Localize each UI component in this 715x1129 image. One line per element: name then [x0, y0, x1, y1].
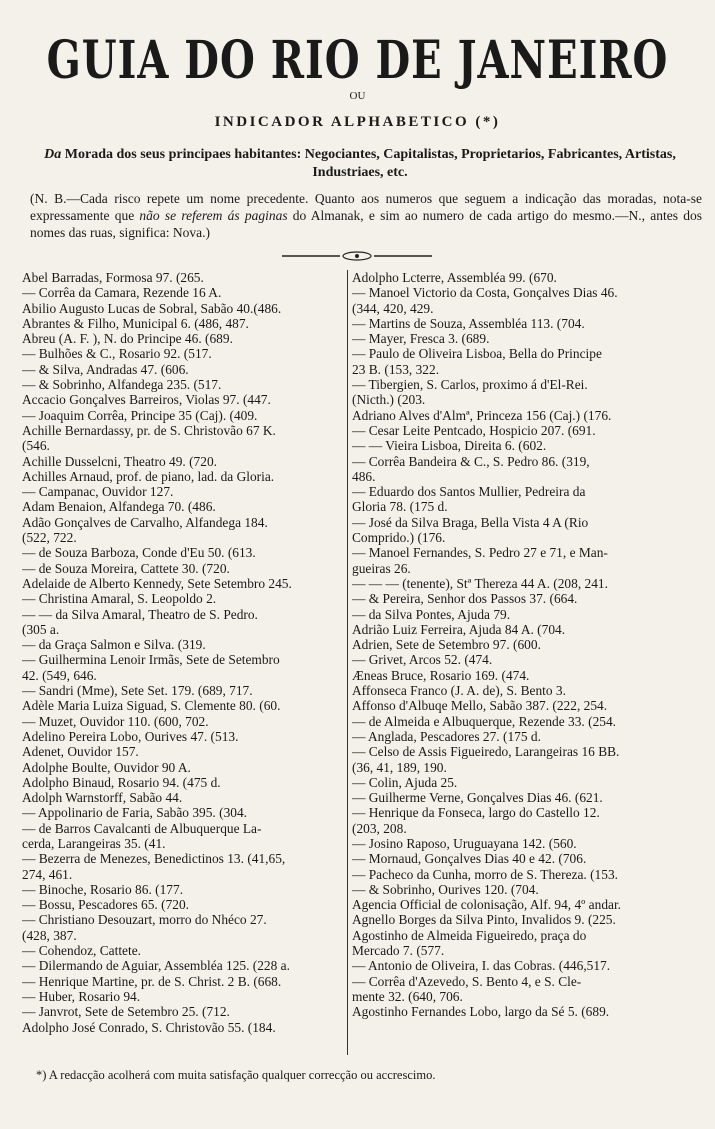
- right-column: [352, 270, 700, 1020]
- directory-entry: — da Graça Salmon e Silva. (319.: [22, 637, 206, 653]
- directory-entry: Adrien, Sete de Setembro 97. (600.: [352, 637, 541, 653]
- directory-entry: Adriano Alves d'Almª, Princeza 156 (Caj.) (176.: [352, 407, 612, 423]
- directory-entry: Æneas Bruce, Rosario 169. (474.: [352, 667, 530, 683]
- directory-entry: (522, 722.: [22, 530, 77, 546]
- title-connector: OU: [349, 90, 366, 102]
- directory-entry: — Bulhões & C., Rosario 92. (517.: [22, 346, 212, 362]
- directory-entry: Adelaide de Alberto Kennedy, Sete Setembro 245.: [22, 575, 292, 591]
- directory-entry: Achille Dusselcni, Theatro 49. (720.: [22, 453, 217, 469]
- directory-entry: — de Souza Moreira, Cattete 30. (720.: [22, 560, 230, 576]
- directory-entry: Abreu (A. F. ), N. do Principe 46. (689.: [22, 331, 233, 347]
- directory-entry: Achille Bernardassy, pr. de S. Christovão 67 K.: [22, 422, 276, 438]
- directory-entry: — Campanac, Ouvidor 127.: [22, 484, 174, 500]
- directory-entry: Affonseca Franco (J. A. de), S. Bento 3.: [352, 683, 566, 699]
- directory-entry: (546.: [22, 438, 50, 454]
- directory-entry: — Paulo de Oliveira Lisboa, Bella do Principe: [352, 346, 602, 362]
- directory-entry: — Antonio de Oliveira, I. das Cobras. (446,517.: [352, 958, 611, 974]
- directory-entry: Gloria 78. (175 d.: [352, 499, 448, 515]
- directory-entry: — Corrêa Bandeira & C., S. Pedro 86. (319,: [352, 453, 590, 469]
- directory-entry: Adolpho José Conrado, S. Christovão 55. (184.: [22, 1019, 276, 1035]
- directory-entry: (428, 387.: [22, 927, 77, 943]
- directory-entry: Adèle Maria Luiza Siguad, S. Clemente 80. (60.: [22, 698, 281, 714]
- directory-entry: 486.: [352, 468, 376, 484]
- directory-entry: gueiras 26.: [352, 560, 411, 576]
- directory-entry: Comprido.) (176.: [352, 530, 446, 546]
- directory-entry: — de Souza Barboza, Conde d'Eu 50. (613.: [22, 545, 256, 561]
- directory-entry: — Christina Amaral, S. Leopoldo 2.: [22, 591, 217, 607]
- directory-entry: — Janvrot, Sete de Setembro 25. (712.: [22, 1004, 230, 1020]
- directory-entry: — Appolinario de Faria, Sabão 395. (304.: [22, 805, 247, 821]
- note-italic: não se referem ás paginas: [139, 208, 288, 223]
- directory-entry: Adelino Pereira Lobo, Ourives 47. (513.: [22, 728, 239, 744]
- directory-entry: Abel Barradas, Formosa 97. (265.: [22, 270, 204, 285]
- directory-entry: Adolpho Lcterre, Assembléa 99. (670.: [352, 270, 557, 285]
- ornament-divider: [282, 250, 432, 262]
- directory-entry: — Dilermando de Aguiar, Assembléa 125. (228 a.: [22, 958, 290, 974]
- directory-entry: — Bezerra de Menezes, Benedictinos 13. (41,65,: [22, 851, 286, 867]
- directory-entry: — — da Silva Amaral, Theatro de S. Pedro.: [22, 606, 258, 622]
- directory-entry: — Eduardo dos Santos Mullier, Pedreira da: [352, 484, 586, 500]
- directory-entry: mente 32. (640, 706.: [352, 988, 463, 1004]
- directory-entry: — Manoel Fernandes, S. Pedro 27 e 71, e Man-: [352, 545, 608, 561]
- directory-entry: — José da Silva Braga, Bella Vista 4 A (Rio: [352, 514, 589, 530]
- directory-entry: Adolpho Binaud, Rosario 94. (475 d.: [22, 774, 221, 790]
- directory-entry: — Mayer, Fresca 3. (689.: [352, 331, 490, 347]
- directory-entry: — Colin, Ajuda 25.: [352, 774, 458, 790]
- directory-entry: Abilio Augusto Lucas de Sobral, Sabão 40.(486.: [22, 300, 282, 316]
- directory-entry: — Guilherme Verne, Gonçalves Dias 46. (621.: [352, 790, 603, 806]
- directory-entry: Affonso d'Albuqe Mello, Sabão 387. (222, 254.: [352, 698, 608, 714]
- directory-entry: — Corrêa d'Azevedo, S. Bento 4, e S. Cle-: [352, 973, 582, 989]
- directory-entry: Agostinho Fernandes Lobo, largo da Sé 5. (689.: [352, 1004, 610, 1020]
- directory-entry: (Nicth.) (203.: [352, 392, 426, 408]
- editorial-note: [30, 190, 702, 241]
- directory-entry: — — Vieira Lisboa, Direita 6. (602.: [352, 438, 547, 454]
- description-text: Morada dos seus principaes habitantes: Negociantes, Capitalistas, Proprietarios, Fabricantes, Artistas, Industriaes, etc.: [64, 147, 676, 180]
- directory-entry: — da Silva Pontes, Ajuda 79.: [352, 606, 511, 622]
- directory-entry: — Tibergien, S. Carlos, proximo á d'El-Rei.: [352, 377, 588, 393]
- directory-entry: — Pacheco da Cunha, morro de S. Thereza. (153.: [352, 866, 618, 882]
- directory-entry: — Martins de Souza, Assembléa 113. (704.: [352, 315, 585, 331]
- footnote: *) A redacção acolherá com muita satisfação qualquer correcção ou accrescimo.: [36, 1068, 436, 1082]
- directory-entry: — Henrique Martine, pr. de S. Christ. 2 B. (668.: [22, 973, 282, 989]
- description-lead: Da: [44, 147, 62, 162]
- directory-entry: — & Silva, Andradas 47. (606.: [22, 361, 189, 377]
- directory-entry: — — — (tenente), Stª Thereza 44 A. (208, 241.: [352, 575, 608, 591]
- directory-entry: Adam Benaion, Alfandega 70. (486.: [22, 499, 216, 515]
- directory-entry: Adão Gonçalves de Carvalho, Alfandega 184.: [22, 514, 268, 530]
- directory-entry: Accacio Gonçalves Barreiros, Violas 97. (447.: [22, 392, 271, 408]
- directory-entry: — Josino Raposo, Uruguayana 142. (560.: [352, 835, 577, 851]
- directory-entry: Mercado 7. (577.: [352, 943, 445, 959]
- directory-entry: Agostinho de Almeida Figueiredo, praça do: [352, 927, 587, 943]
- directory-entry: — Binoche, Rosario 86. (177.: [22, 881, 184, 897]
- directory-entry: — Grivet, Arcos 52. (474.: [352, 652, 493, 668]
- directory-entry: — Sandri (Mme), Sete Set. 179. (689, 717.: [22, 683, 253, 699]
- directory-entry: — & Sobrinho, Ourives 120. (704.: [352, 881, 539, 897]
- directory-entry: Adrião Luiz Ferreira, Ajuda 84 A. (704.: [352, 621, 566, 637]
- directory-entry: — Huber, Rosario 94.: [22, 988, 141, 1004]
- page-subtitle: INDICADOR ALPHABETICO (*): [214, 114, 501, 130]
- directory-entry: 42. (549, 646.: [22, 667, 97, 683]
- directory-entry: — Manoel Victorio da Costa, Gonçalves Dias 46.: [352, 285, 618, 301]
- directory-entry: Adolph Warnstorff, Sabão 44.: [22, 790, 183, 806]
- left-column: [22, 270, 344, 1035]
- directory-entry: Adenet, Ouvidor 157.: [22, 744, 139, 760]
- directory-entry: Adolphe Boulte, Ouvidor 90 A.: [22, 759, 191, 775]
- directory-entry: — Guilhermina Lenoir Irmãs, Sete de Setembro: [22, 652, 280, 668]
- directory-entry: — Henrique da Fonseca, largo do Castello 12.: [352, 805, 600, 821]
- directory-entry: — Joaquim Corrêa, Principe 35 (Caj). (409.: [22, 407, 258, 423]
- directory-entry: — de Almeida e Albuquerque, Rezende 33. (254.: [352, 713, 617, 729]
- directory-entry: (203, 208.: [352, 820, 407, 836]
- directory-entry: Achilles Arnaud, prof. de piano, lad. da Gloria.: [22, 468, 275, 484]
- note-part-1: (N. B.—Cada risco repete um nome precedente. Quanto aos numeros que seguem a indicação das moradas, nota-se expressamente que: [30, 191, 702, 223]
- directory-entry: Agencia Official de colonisação, Alf. 94, 4º andar.: [352, 897, 622, 913]
- directory-entry: Agnello Borges da Silva Pinto, Invalidos 9. (225.: [352, 912, 616, 928]
- column-divider: [347, 270, 348, 1055]
- directory-entry: — Muzet, Ouvidor 110. (600, 702.: [22, 713, 209, 729]
- directory-entry: 23 B. (153, 322.: [352, 361, 440, 377]
- directory-entry: cerda, Larangeiras 35. (41.: [22, 835, 166, 851]
- directory-entry: — Mornaud, Gonçalves Dias 40 e 42. (706.: [352, 851, 587, 867]
- page-description: [20, 146, 700, 182]
- directory-entry: — Christiano Desouzart, morro do Nhéco 27.: [22, 912, 267, 928]
- directory-entry: — Celso de Assis Figueiredo, Larangeiras 16 BB.: [352, 744, 620, 760]
- directory-entry: — Cohendoz, Cattete.: [22, 943, 141, 959]
- directory-entry: — & Pereira, Senhor dos Passos 37. (664.: [352, 591, 578, 607]
- directory-entry: — Bossu, Pescadores 65. (720.: [22, 897, 189, 913]
- directory-entry: 274, 461.: [22, 866, 73, 882]
- directory-entry: — de Barros Cavalcanti de Albuquerque La-: [22, 820, 262, 836]
- directory-entry: — & Sobrinho, Alfandega 235. (517.: [22, 377, 222, 393]
- page-title: GUIA DO RIO DE JANEIRO: [46, 30, 669, 92]
- directory-entry: (305 a.: [22, 621, 60, 637]
- directory-entry: — Cesar Leite Pentcado, Hospicio 207. (691.: [352, 422, 596, 438]
- directory-entry: Abrantes & Filho, Municipal 6. (486, 487.: [22, 315, 249, 331]
- directory-entry: (344, 420, 429.: [352, 300, 434, 316]
- directory-entry: — Anglada, Pescadores 27. (175 d.: [352, 728, 541, 744]
- note-part-2: do Almanak, e sim ao numero de cada artigo do mesmo.—N., antes dos nomes das ruas, significa: Nova.): [30, 208, 702, 240]
- directory-entry: (36, 41, 189, 190.: [352, 759, 447, 775]
- directory-entry: — Corrêa da Camara, Rezende 16 A.: [22, 285, 222, 301]
